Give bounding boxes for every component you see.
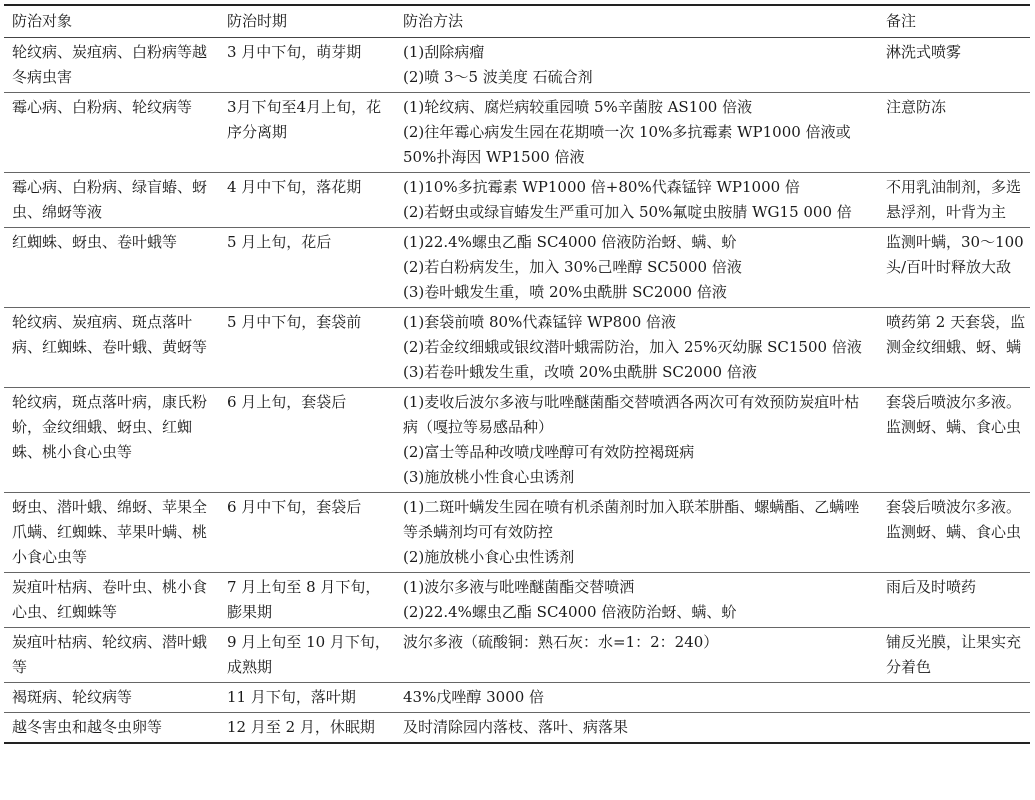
cell-note: 套袋后喷波尔多液。监测蚜、螨、食心虫 — [886, 392, 1022, 436]
cell-note: 雨后及时喷药 — [886, 577, 977, 596]
method-line: (1)套袋前喷 80%代森锰锌 WP800 倍液 — [403, 312, 677, 331]
table-row — [4, 387, 1030, 492]
method-line: (2)若金纹细蛾或银纹潜叶蛾需防治，加入 25%灭幼脲 SC1500 倍液 — [403, 337, 862, 356]
table-row — [4, 492, 1030, 572]
table-row — [4, 172, 1030, 227]
cell-note: 不用乳油制剂，多选悬浮剂，叶背为主 — [886, 177, 1022, 221]
cell-method — [395, 682, 878, 712]
cell-target: 蚜虫、潜叶蛾、绵蚜、苹果全爪螨、红蜘蛛、苹果叶螨、桃小食心虫等 — [12, 497, 208, 566]
method-line: (2)若蚜虫或绿盲蝽发生严重可加入 50%氟啶虫胺腈 WG15 000 倍 — [403, 202, 852, 221]
method-line: (1)二斑叶螨发生园在喷有机杀菌剂时加入联苯肼酯、螺螨酯、乙螨唑等杀螨剂均可有效防控 — [403, 497, 860, 541]
cell-note — [878, 712, 1030, 743]
cell-method — [395, 492, 878, 572]
header-target: 防治对象 — [4, 5, 219, 37]
cell-target: 霉心病、白粉病、绿盲蝽、蚜虫、绵蚜等液 — [12, 177, 208, 221]
method-line: (1)轮纹病、腐烂病较重园喷 5%辛菌胺 AS100 倍液 — [403, 97, 753, 116]
method-line: 波尔多液（硫酸铜：熟石灰：水=1：2：240） — [403, 632, 719, 651]
method-line: (2)施放桃小食心虫性诱剂 — [403, 547, 575, 566]
cell-method — [395, 172, 878, 227]
header-method: 防治方法 — [395, 5, 878, 37]
cell-period: 7 月上旬至 8 月下旬，膨果期 — [227, 577, 381, 621]
method-line: (2)22.4%螺虫乙酯 SC4000 倍液防治蚜、螨、蚧 — [403, 602, 737, 621]
method-line: (1)10%多抗霉素 WP1000 倍+80%代森锰锌 WP1000 倍 — [403, 177, 800, 196]
cell-method — [395, 37, 878, 92]
cell-target: 褐斑病、轮纹病等 — [12, 687, 133, 706]
cell-method — [395, 572, 878, 627]
cell-note: 套袋后喷波尔多液。监测蚜、螨、食心虫 — [886, 497, 1022, 541]
cell-note: 注意防冻 — [886, 97, 947, 116]
cell-period: 3月下旬至4月上旬，花序分离期 — [227, 97, 382, 141]
pest-control-table — [4, 4, 1030, 744]
table-body — [4, 37, 1030, 743]
cell-method — [395, 92, 878, 172]
header-row — [4, 5, 1030, 37]
method-line: (3)施放桃小性食心虫诱剂 — [403, 467, 575, 486]
cell-target: 轮纹病、炭疽病、白粉病等越冬病虫害 — [12, 42, 208, 86]
cell-period: 4 月中下旬，落花期 — [227, 177, 362, 196]
method-line: 及时清除园内落枝、落叶、病落果 — [403, 717, 629, 736]
cell-period: 11 月下旬，落叶期 — [227, 687, 356, 706]
cell-method — [395, 307, 878, 387]
method-line: (1)22.4%螺虫乙酯 SC4000 倍液防治蚜、螨、蚧 — [403, 232, 737, 251]
method-line: (2)富士等品种改喷戊唑醇可有效防控褐斑病 — [403, 442, 695, 461]
cell-target: 霉心病、白粉病、轮纹病等 — [12, 97, 193, 116]
method-line: (2)若白粉病发生，加入 30%己唑醇 SC5000 倍液 — [403, 257, 742, 276]
cell-method — [395, 387, 878, 492]
cell-method — [395, 712, 878, 743]
table-row — [4, 682, 1030, 712]
cell-method — [395, 227, 878, 307]
table-row — [4, 627, 1030, 682]
cell-target: 轮纹病、炭疽病、斑点落叶病、红蜘蛛、卷叶蛾、黄蚜等 — [12, 312, 208, 356]
cell-note: 淋洗式喷雾 — [886, 42, 962, 61]
table-row — [4, 92, 1030, 172]
method-line: (3)若卷叶蛾发生重，改喷 20%虫酰肼 SC2000 倍液 — [403, 362, 757, 381]
cell-method — [395, 627, 878, 682]
cell-target: 炭疽叶枯病、轮纹病、潜叶蛾等 — [12, 632, 208, 676]
table-row — [4, 572, 1030, 627]
table-row — [4, 227, 1030, 307]
cell-note — [878, 682, 1030, 712]
header-note: 备注 — [878, 5, 1030, 37]
cell-period: 12 月至 2 月，休眠期 — [227, 717, 375, 736]
cell-period: 6 月中下旬，套袋后 — [227, 497, 362, 516]
cell-period: 3 月中下旬，萌芽期 — [227, 42, 362, 61]
header-period: 防治时期 — [219, 5, 395, 37]
cell-target: 轮纹病，斑点落叶病，康氏粉蚧，金纹细蛾、蚜虫、红蜘蛛、桃小食心虫等 — [12, 392, 208, 461]
method-line: (1)波尔多液与吡唑醚菌酯交替喷洒 — [403, 577, 635, 596]
method-line: (1)麦收后波尔多液与吡唑醚菌酯交替喷洒各两次可有效预防炭疽叶枯病（嘎拉等易感品种） — [403, 392, 860, 436]
cell-target: 越冬害虫和越冬虫卵等 — [12, 717, 163, 736]
method-line: (3)卷叶蛾发生重，喷 20%虫酰肼 SC2000 倍液 — [403, 282, 727, 301]
method-line: 43%戊唑醇 3000 倍 — [403, 687, 545, 706]
cell-note: 喷药第 2 天套袋，监测金纹细蛾、蚜、螨 — [886, 312, 1026, 356]
method-line: (2)往年霉心病发生园在花期喷一次 10%多抗霉素 WP1000 倍液或 50%扑海因 WP1500 倍液 — [403, 122, 851, 166]
method-line: (2)喷 3～5 波美度 石硫合剂 — [403, 67, 593, 86]
method-line: (1)刮除病瘤 — [403, 42, 485, 61]
cell-period: 5 月上旬，花后 — [227, 232, 332, 251]
table-row — [4, 37, 1030, 92]
table-row — [4, 307, 1030, 387]
cell-note: 监测叶螨，30～100 头/百叶时释放大敌 — [886, 232, 1024, 276]
cell-note: 铺反光膜，让果实充分着色 — [886, 632, 1022, 676]
cell-period: 6 月上旬，套袋后 — [227, 392, 347, 411]
cell-period: 5 月中下旬，套袋前 — [227, 312, 362, 331]
cell-target: 红蜘蛛、蚜虫、卷叶蛾等 — [12, 232, 178, 251]
cell-target: 炭疽叶枯病、卷叶虫、桃小食心虫、红蜘蛛等 — [12, 577, 208, 621]
table-row — [4, 712, 1030, 743]
cell-period: 9 月上旬至 10 月下旬，成熟期 — [227, 632, 390, 676]
